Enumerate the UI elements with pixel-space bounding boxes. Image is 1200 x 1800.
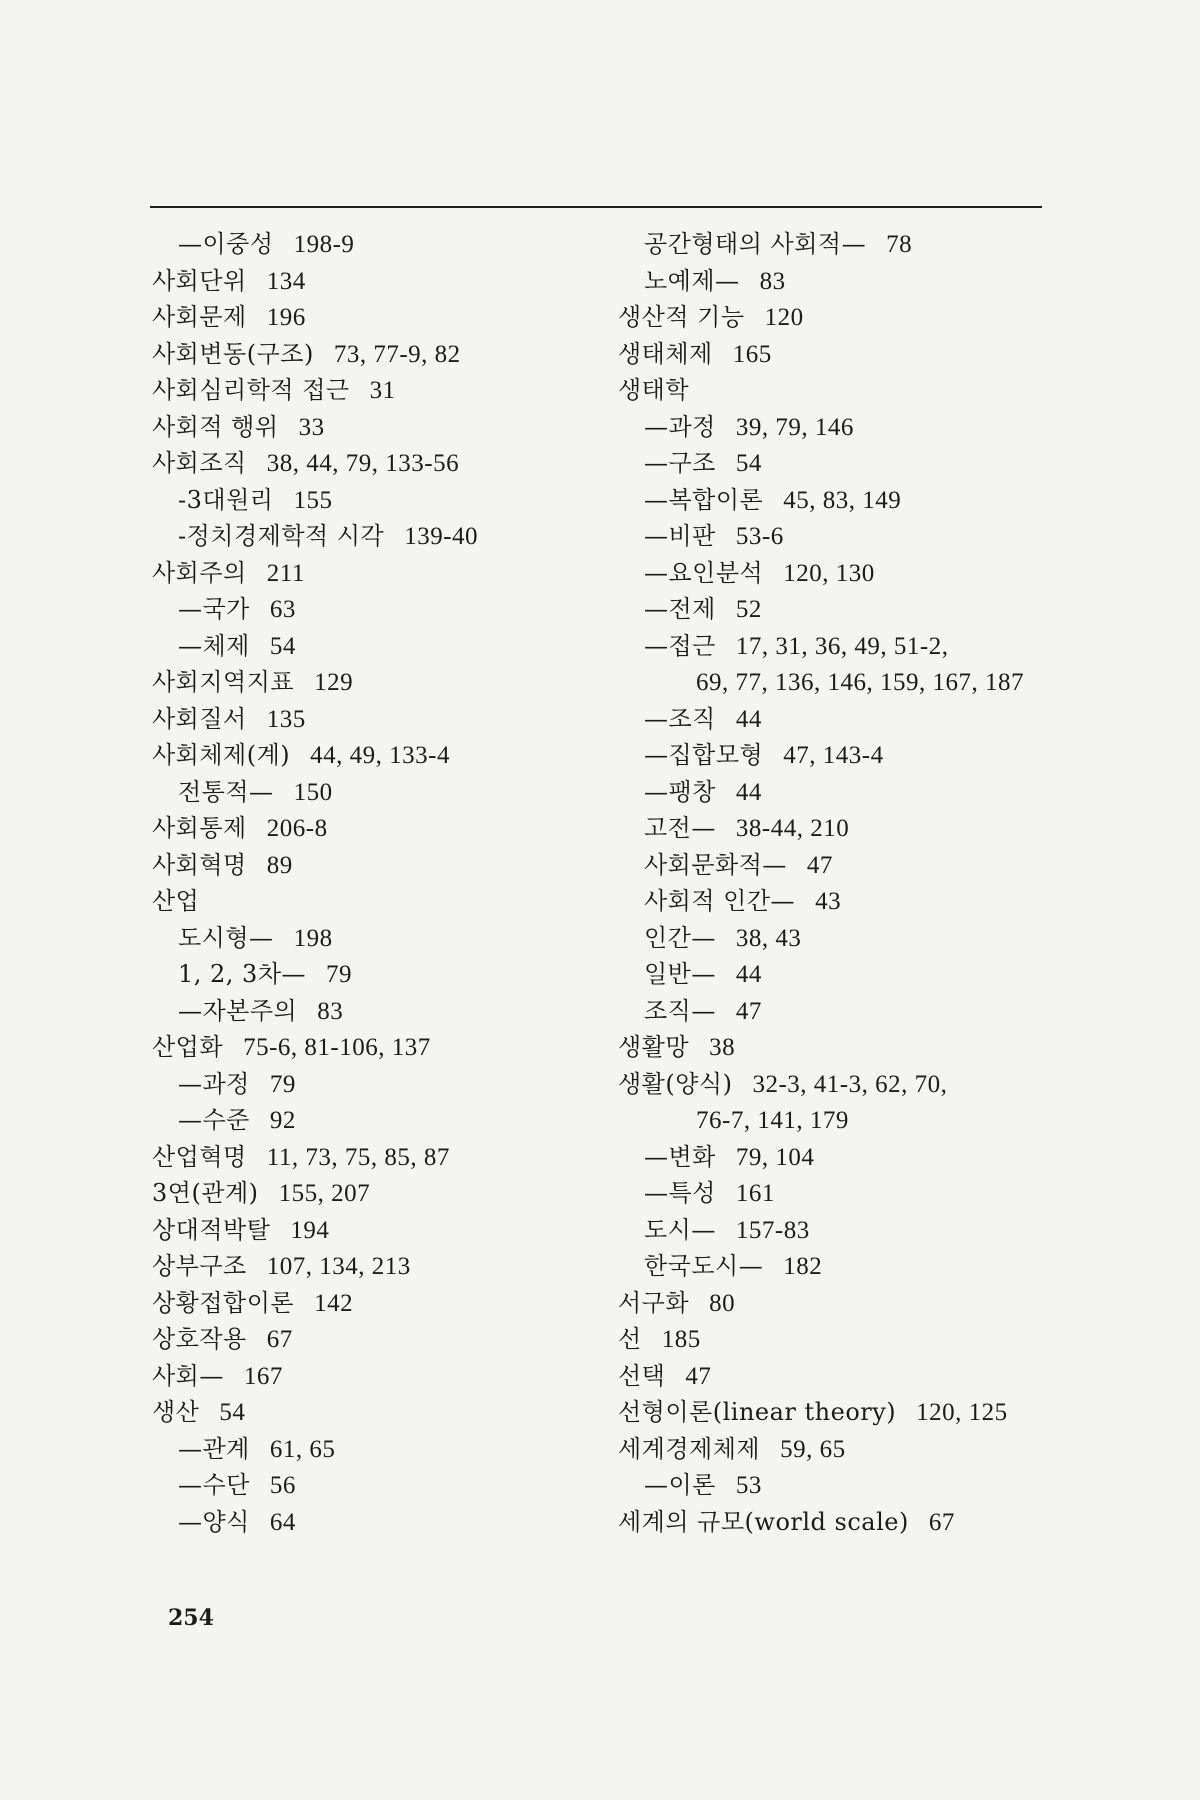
index-subentry <box>618 1139 1058 1176</box>
index-page-refs: 32-3, 41-3, 62, 70, <box>752 1070 948 1098</box>
index-page-refs: 69, 77, 136, 146, 159, 167, 187 <box>696 669 1024 696</box>
index-column-left <box>152 226 592 1540</box>
index-term: 3연(관계) <box>152 1179 259 1207</box>
index-page-refs: 182 <box>783 1253 823 1280</box>
index-page-refs: 38, 44, 79, 133-56 <box>266 450 460 477</box>
index-page-refs: 11, 73, 75, 85, 87 <box>266 1143 450 1171</box>
index-page-refs: 44 <box>735 705 762 733</box>
index-page-refs: 89 <box>266 851 293 879</box>
index-page-refs: 198-9 <box>293 231 355 258</box>
index-term: -3대원리 <box>178 485 274 514</box>
index-entry <box>152 1358 592 1395</box>
index-term: —이론 <box>644 1471 716 1499</box>
index-term: 사회주의 <box>152 558 247 587</box>
index-subentry <box>618 1212 1058 1249</box>
index-subentry <box>152 628 592 665</box>
index-subentry <box>618 920 1058 957</box>
index-term: —수준 <box>178 1106 250 1134</box>
index-term: 산업 <box>152 887 200 915</box>
index-term: —변화 <box>644 1142 716 1171</box>
index-page-refs: 63 <box>269 596 296 623</box>
index-page-refs: 185 <box>661 1326 701 1353</box>
index-entry <box>152 1175 592 1212</box>
index-subentry <box>618 482 1058 519</box>
index-page-refs: 59, 65 <box>780 1435 846 1463</box>
index-page-refs: 47 <box>806 851 833 879</box>
index-term: 사회적 인간— <box>644 887 796 915</box>
index-subentry <box>618 226 1058 263</box>
index-entry <box>618 1504 1058 1541</box>
index-subentry <box>152 482 592 519</box>
index-term: 도시형— <box>178 923 274 952</box>
index-term: —복합이론 <box>644 485 764 514</box>
index-subentry <box>618 810 1058 847</box>
index-entry <box>152 445 592 482</box>
index-page-refs: 54 <box>735 450 762 477</box>
index-entry <box>618 299 1058 336</box>
index-page-refs: 129 <box>314 669 354 696</box>
index-term: 생태학 <box>618 376 690 404</box>
index-subentry <box>618 847 1058 884</box>
index-term: —체제 <box>178 631 250 660</box>
index-page-refs: 33 <box>298 413 325 441</box>
index-term: 고전— <box>644 814 716 842</box>
index-term: 도시— <box>644 1215 716 1244</box>
index-term: 사회단위 <box>152 266 247 295</box>
index-page-refs: 54 <box>219 1399 246 1426</box>
index-term: —비판 <box>644 522 716 550</box>
index-subentry <box>152 1467 592 1504</box>
page-number: 254 <box>168 1605 214 1631</box>
index-page-refs: 80 <box>709 1289 736 1317</box>
index-page-refs: 38 <box>709 1034 736 1061</box>
index-term: 조직— <box>644 996 716 1025</box>
index-subentry <box>618 591 1058 628</box>
index-term: —특성 <box>644 1179 716 1207</box>
index-term: 전통적— <box>178 777 274 806</box>
index-term: —전제 <box>644 595 716 623</box>
index-entry <box>618 1431 1058 1468</box>
index-term: 사회조직 <box>152 449 247 477</box>
index-page-refs: 52 <box>735 596 762 623</box>
index-term: 일반— <box>644 960 716 988</box>
index-page-refs: 17, 31, 36, 49, 51-2, <box>735 632 949 660</box>
index-term: 인간— <box>644 923 716 952</box>
index-page-refs: 67 <box>928 1508 955 1536</box>
index-entry <box>618 1029 1058 1066</box>
index-term: —조직 <box>644 704 716 733</box>
index-entry <box>152 299 592 336</box>
index-page-refs: 56 <box>269 1472 296 1499</box>
index-page-refs: 155 <box>293 486 333 514</box>
index-page-refs: 38-44, 210 <box>735 815 850 842</box>
top-rule <box>150 206 1042 208</box>
index-page-refs: 44, 49, 133-4 <box>310 742 450 769</box>
index-term: 사회적 행위 <box>152 412 279 441</box>
index-page-refs: 120, 125 <box>916 1399 1008 1426</box>
index-entry <box>152 372 592 409</box>
index-term: —과정 <box>644 412 716 441</box>
index-term: 사회혁명 <box>152 850 247 879</box>
index-term: —과정 <box>178 1069 250 1098</box>
index-page-refs: 44 <box>735 961 762 988</box>
index-page-refs: 44 <box>735 778 762 806</box>
index-entry <box>152 1248 592 1285</box>
index-term: 상부구조 <box>152 1252 247 1280</box>
index-term: -정치경제학적 시각 <box>178 522 385 550</box>
index-page-refs: 75-6, 81-106, 137 <box>243 1034 431 1061</box>
index-entry-continuation <box>618 1102 1058 1139</box>
index-page-refs: 120 <box>764 304 804 331</box>
index-subentry <box>618 555 1058 592</box>
index-subentry <box>152 993 592 1030</box>
index-subentry <box>618 1175 1058 1212</box>
index-subentry <box>618 1467 1058 1504</box>
index-term: —요인분석 <box>644 558 764 587</box>
index-subentry <box>618 737 1058 774</box>
index-subentry <box>618 701 1058 738</box>
index-term: 사회심리학적 접근 <box>152 376 350 404</box>
index-page-refs: 211 <box>266 559 305 587</box>
index-term: —구조 <box>644 449 716 477</box>
index-entry-continuation <box>618 664 1058 701</box>
index-entry <box>152 1285 592 1322</box>
index-subentry <box>152 1102 592 1139</box>
index-page-refs: 107, 134, 213 <box>266 1253 411 1280</box>
index-term: —자본주의 <box>178 996 298 1025</box>
index-entry <box>618 1321 1058 1358</box>
index-page-refs: 206-8 <box>266 815 328 842</box>
index-page-refs: 76-7, 141, 179 <box>696 1107 849 1134</box>
index-entry <box>152 847 592 884</box>
index-subentry <box>152 591 592 628</box>
index-term: 세계의 규모(world scale) <box>618 1507 909 1536</box>
index-term: —수단 <box>178 1471 250 1499</box>
index-page-refs: 161 <box>735 1180 775 1207</box>
index-subentry <box>152 1504 592 1541</box>
index-page-refs: 139-40 <box>404 523 479 550</box>
index-subentry <box>618 628 1058 665</box>
index-page-refs: 47 <box>735 997 762 1025</box>
index-term: 노예제— <box>644 266 740 295</box>
index-page-refs: 83 <box>759 267 786 295</box>
index-page-refs: 31 <box>369 377 396 404</box>
index-term: —이중성 <box>178 230 274 258</box>
index-page-refs: 150 <box>293 778 333 806</box>
index-page-refs: 53-6 <box>735 523 784 550</box>
index-entry <box>152 555 592 592</box>
index-entry <box>152 810 592 847</box>
index-page-refs: 45, 83, 149 <box>783 486 902 514</box>
index-subentry <box>152 1066 592 1103</box>
index-entry <box>152 1321 592 1358</box>
index-page-refs: 73, 77-9, 82 <box>333 340 461 368</box>
index-subentry <box>152 920 592 957</box>
index-term: 사회— <box>152 1361 224 1390</box>
index-entry <box>152 1139 592 1176</box>
index-page-refs: 64 <box>269 1508 296 1536</box>
index-entry <box>618 1285 1058 1322</box>
index-page-refs: 135 <box>266 705 306 733</box>
index-subentry <box>152 1431 592 1468</box>
index-page-refs: 142 <box>314 1289 354 1317</box>
index-entry <box>618 1358 1058 1395</box>
index-entry <box>152 701 592 738</box>
index-term: 선 <box>618 1325 642 1353</box>
index-subentry <box>152 518 592 555</box>
index-term: 사회문제 <box>152 303 247 331</box>
index-term: 상호작용 <box>152 1325 247 1353</box>
index-term: —관계 <box>178 1434 250 1463</box>
index-page-refs: 194 <box>290 1216 330 1244</box>
index-term: 사회질서 <box>152 704 247 733</box>
index-subentry <box>618 409 1058 446</box>
index-entry <box>152 737 592 774</box>
index-page-refs: 79 <box>269 1070 296 1098</box>
index-page-refs: 120, 130 <box>783 559 875 587</box>
index-page-refs: 47 <box>685 1362 712 1390</box>
index-page-refs: 83 <box>317 997 344 1025</box>
index-term: 한국도시— <box>644 1252 764 1280</box>
index-term: 사회체제(계) <box>152 741 291 769</box>
index-page-refs: 198 <box>293 924 333 952</box>
index-entry <box>152 883 592 920</box>
index-page-refs: 167 <box>243 1362 283 1390</box>
index-entry <box>618 1394 1058 1431</box>
index-entry <box>618 1066 1058 1103</box>
index-page-refs: 78 <box>886 231 913 258</box>
index-term: 산업혁명 <box>152 1142 247 1171</box>
index-term: 생산적 기능 <box>618 303 745 331</box>
index-term: 상대적박탈 <box>152 1215 271 1244</box>
index-term: —접근 <box>644 631 716 660</box>
index-entry <box>152 1212 592 1249</box>
index-entry <box>152 664 592 701</box>
index-entry <box>152 336 592 373</box>
index-term: 선형이론(linear theory) <box>618 1398 897 1426</box>
index-page-refs: 53 <box>735 1472 762 1499</box>
index-term: —집합모형 <box>644 741 764 769</box>
index-subentry <box>152 956 592 993</box>
index-term: 세계경제체제 <box>618 1434 761 1463</box>
index-page-refs: 79, 104 <box>735 1143 815 1171</box>
index-page-refs: 38, 43 <box>735 924 802 952</box>
index-subentry <box>152 774 592 811</box>
index-page-refs: 47, 143-4 <box>783 742 884 769</box>
index-page-refs: 54 <box>269 632 296 660</box>
index-term: 1, 2, 3차— <box>178 960 307 988</box>
index-page-refs: 134 <box>266 267 306 295</box>
index-page-refs: 92 <box>269 1107 296 1134</box>
index-page-refs: 79 <box>326 961 353 988</box>
index-subentry <box>618 1248 1058 1285</box>
index-subentry <box>618 883 1058 920</box>
index-term: —팽창 <box>644 777 716 806</box>
index-page-refs: 43 <box>815 888 842 915</box>
index-entry <box>618 372 1058 409</box>
index-term: 선택 <box>618 1361 666 1390</box>
index-term: 생태체제 <box>618 339 713 368</box>
index-term: 생활망 <box>618 1033 690 1061</box>
index-page-refs: 157-83 <box>735 1216 810 1244</box>
index-term: 서구화 <box>618 1288 690 1317</box>
index-subentry <box>618 263 1058 300</box>
index-term: —양식 <box>178 1507 250 1536</box>
index-column-right <box>618 226 1058 1540</box>
index-term: 사회변동(구조) <box>152 339 314 368</box>
index-subentry <box>152 226 592 263</box>
index-term: 사회지역지표 <box>152 668 295 696</box>
index-page-refs: 196 <box>266 304 306 331</box>
index-term: 생활(양식) <box>618 1069 733 1098</box>
index-entry <box>152 409 592 446</box>
index-entry <box>152 1029 592 1066</box>
index-term: 생산 <box>152 1398 200 1426</box>
index-entry <box>618 336 1058 373</box>
index-subentry <box>618 445 1058 482</box>
index-entry <box>152 263 592 300</box>
index-subentry <box>618 993 1058 1030</box>
index-page-refs: 155, 207 <box>278 1180 371 1207</box>
index-term: —국가 <box>178 595 250 623</box>
index-page-refs: 67 <box>266 1326 293 1353</box>
index-term: 산업화 <box>152 1033 224 1061</box>
index-term: 사회통제 <box>152 814 247 842</box>
index-subentry <box>618 518 1058 555</box>
index-subentry <box>618 774 1058 811</box>
index-page-refs: 39, 79, 146 <box>735 413 854 441</box>
index-term: 공간형태의 사회적— <box>644 230 867 258</box>
index-page-refs: 165 <box>732 340 772 368</box>
index-term: 사회문화적— <box>644 850 787 879</box>
index-page-refs: 61, 65 <box>269 1435 336 1463</box>
index-entry <box>152 1394 592 1431</box>
index-term: 상황접합이론 <box>152 1288 295 1317</box>
index-subentry <box>618 956 1058 993</box>
